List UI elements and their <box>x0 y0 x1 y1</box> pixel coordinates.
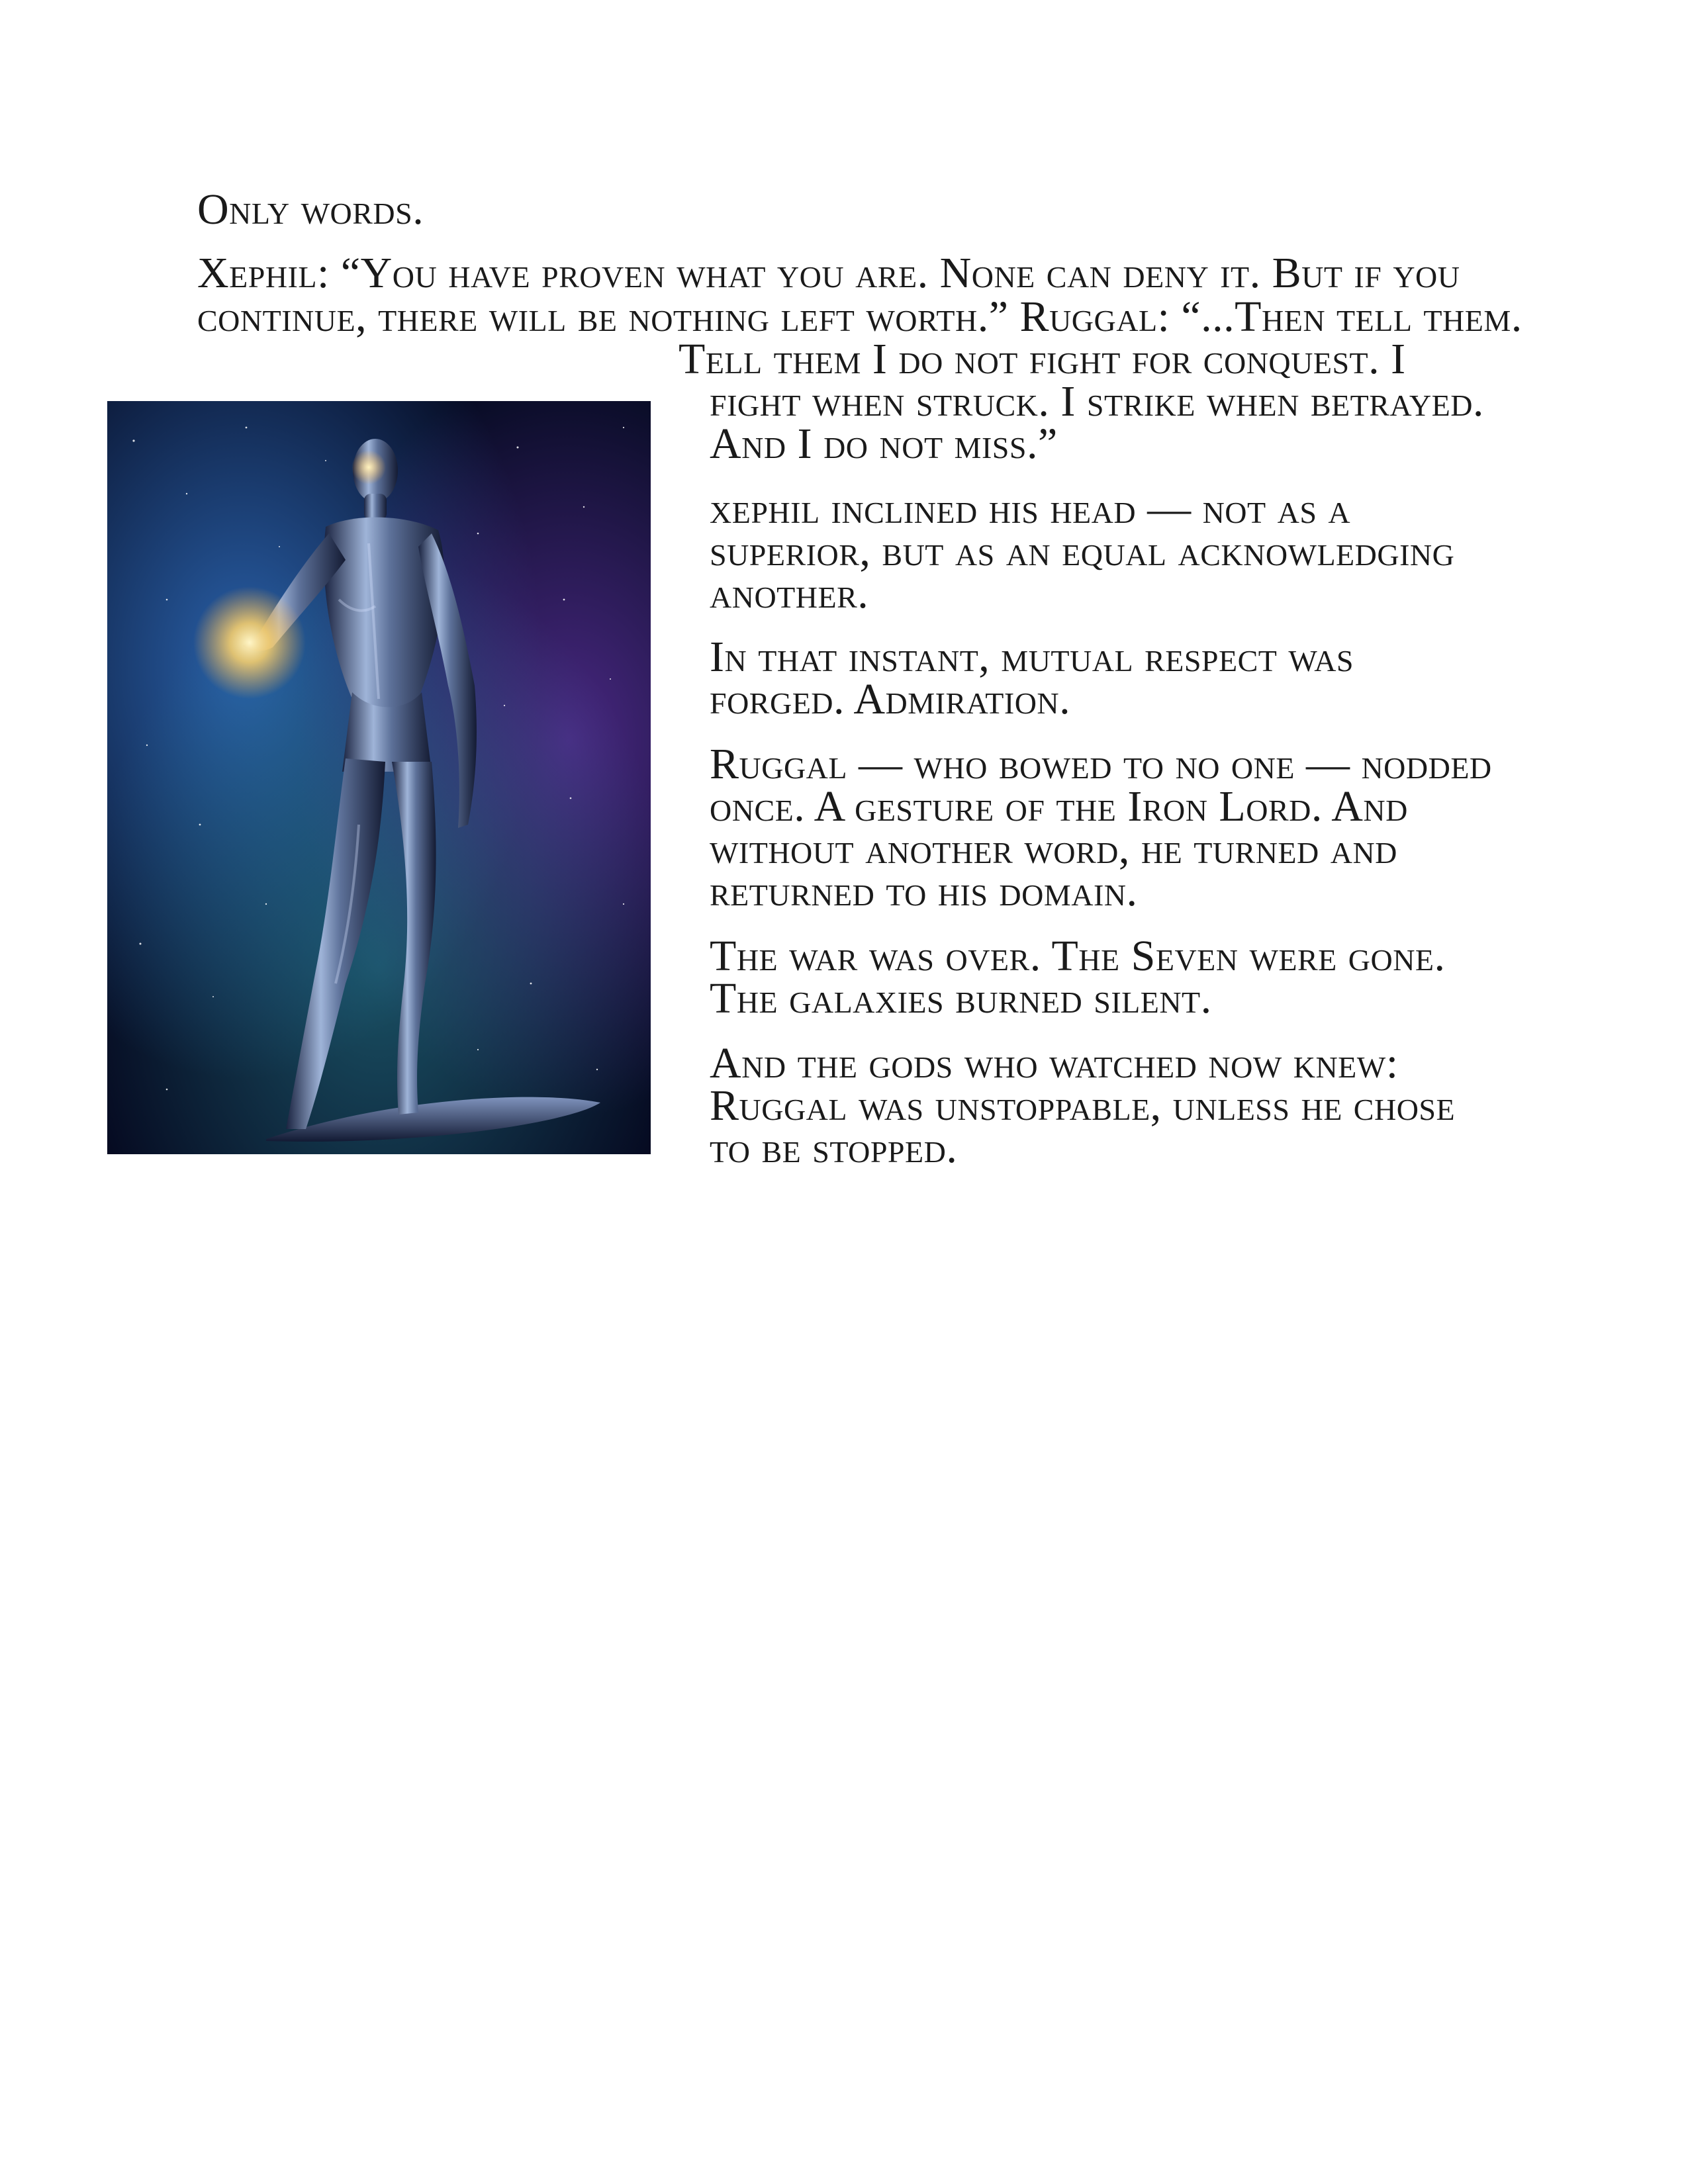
text-line: fight when struck. I strike when betrayed. <box>710 377 1484 426</box>
text-line: superior, but as an equal acknowledging <box>710 527 1455 575</box>
text-line: And I do not miss.” <box>710 420 1058 468</box>
text-line: to be stopped. <box>710 1124 958 1172</box>
text-line: once. A gesture of the Iron Lord. And <box>710 782 1408 831</box>
text-line: xephil inclined his head — not as a <box>710 484 1351 533</box>
text-line: The galaxies burned silent. <box>710 974 1212 1023</box>
silver-figure-cosmic-illustration <box>107 401 651 1154</box>
text-line: forged. Admiration. <box>710 675 1071 723</box>
text-line: returned to his domain. <box>710 867 1138 915</box>
text-line: continue, there will be nothing left worth.” Ruggal: “...Then tell them. <box>197 293 1523 341</box>
text-line: In that instant, mutual respect was <box>710 633 1354 681</box>
text-line: The war was over. The Seven were gone. <box>710 932 1446 980</box>
text-line: Ruggal was unstoppable, unless he chose <box>710 1081 1456 1130</box>
text-line: Only words. <box>197 185 424 234</box>
text-line: without another word, he turned and <box>710 825 1397 873</box>
illustration-art <box>107 401 651 1154</box>
text-line: another. <box>710 569 869 617</box>
text-line: Ruggal — who bowed to no one — nodded <box>710 740 1492 788</box>
text-line: Xephil: “You have proven what you are. None can deny it. But if you <box>197 249 1460 297</box>
text-line: Tell them I do not fight for conquest. I <box>679 335 1406 383</box>
text-line: And the gods who watched now knew: <box>710 1039 1399 1087</box>
